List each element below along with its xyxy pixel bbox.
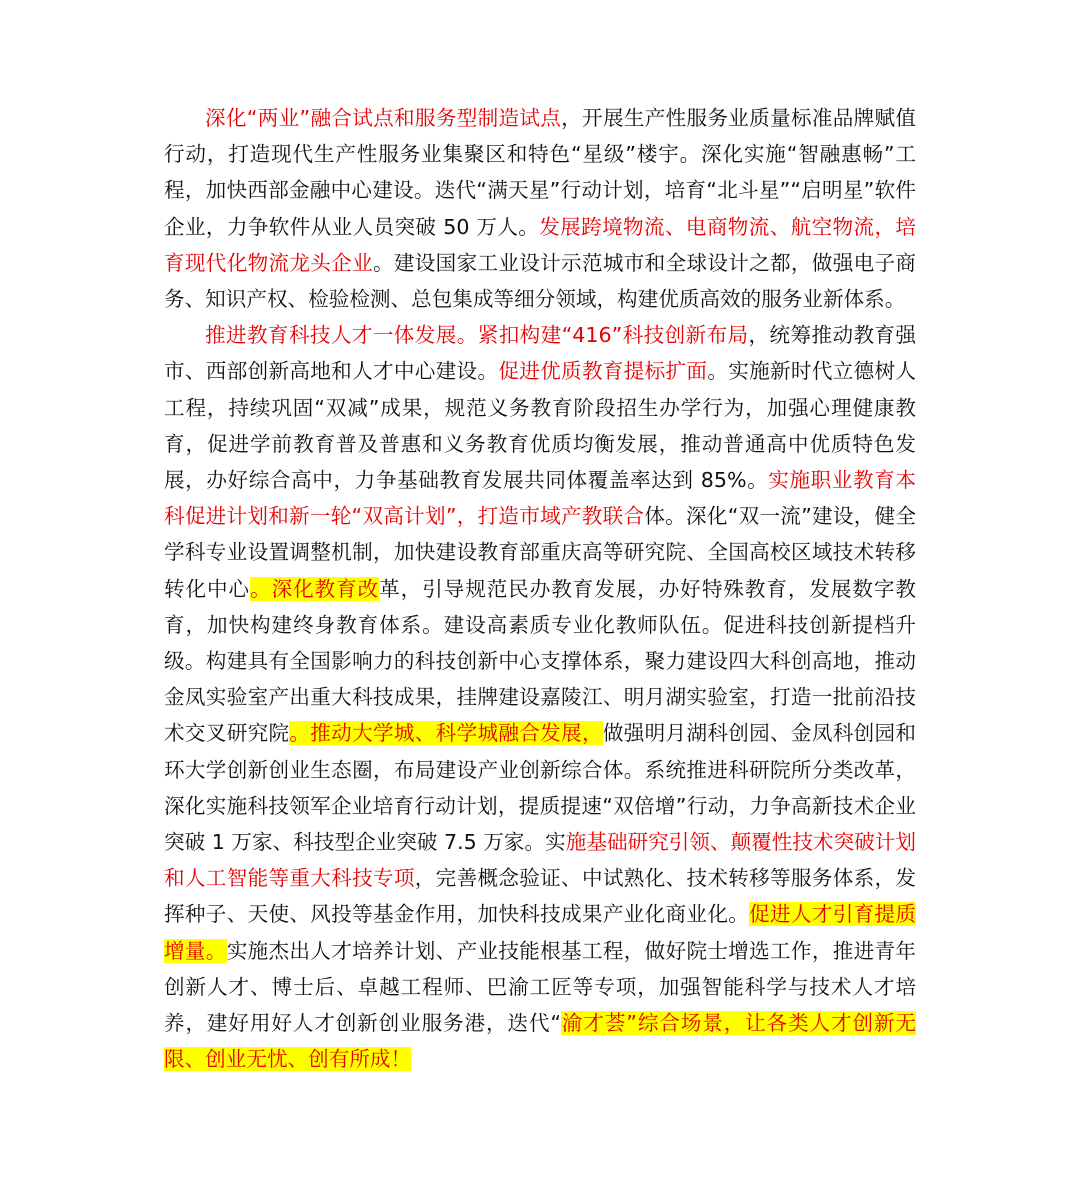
highlighted-text: 。推动大学城、科学城融合发展， bbox=[289, 721, 603, 746]
body-text: ，统筹推动教育强市、西部创新高地和人才中心建设。 bbox=[164, 323, 916, 384]
emphasis-text: 实施职业教育本科促进计划和新一轮“双高计划”，打造市域产教联合 bbox=[164, 468, 916, 529]
body-text: 实施杰出人才培养计划、产业技能根基工程，做好院士增选工作，推进青年创新人才、博士后、卓越工程师、巴渝工匠等专项，加强智能科学与技术人才培养，建好用好人才创新创业服务港，迭代“ bbox=[164, 938, 917, 1036]
emphasis-text: 深化“两业”融合试点和服务型制造试点 bbox=[205, 106, 562, 130]
body-text: 革，引导规范民办教育发展，办好特殊教育，发展数字教育，加快构建终身教育体系。建设高素质专业化教师队伍。促进科技创新提档升级。构建具有全国影响力的科技创新中心支撑体系，聚力建设四大科创高地，推动金凤实验室产出重大科技成果，挂牌建设嘉陵江、明月湖实验室，打造一批前沿技术交叉研究院 bbox=[164, 576, 917, 746]
emphasis-text: 促进优质教育提标扩面 bbox=[498, 359, 708, 384]
body-text: 。建设国家工业设计示范城市和全球设计之都，做强电子商务、知识产权、检验检测、总包集成等细分领域，构建优质高效的服务业新体系。 bbox=[164, 250, 917, 312]
paragraph-education-technology-talent bbox=[164, 317, 916, 1077]
body-text: ，开展生产性服务业质量标准品牌赋值行动，打造现代生产性服务业集聚区和特色“星级”楼宇。深化实施“智融惠畅”工程，加快西部金融中心建设。迭代“满天星”行动计划，培育“北斗星”“启明星”软件企业，力争软件从业人员突破 50 万人。 bbox=[164, 106, 916, 239]
body-text: 。实施新时代立德树人工程，持续巩固“双减”成果，规范义务教育阶段招生办学行为，加强心理健康教育，促进学前教育普及普惠和义务教育优质均衡发展，推动普通高中优质特色发展，办好综合高中，力争基础教育发展共同体覆盖率达到 85%。 bbox=[164, 359, 917, 493]
body-text: 做强明月湖科创园、金凤科创园和环大学创新创业生态圈，布局建设产业创新综合体。系统推进科研院所分类改革，深化实施科技领军企业培育行动计划，提质提速“双倍增”行动，力争高新技术企业突破 1 万家、科技型企业突破 7.5 万家。实 bbox=[164, 721, 917, 855]
emphasis-text: 施基础研究引领、颠覆性技术突破计划和人工智能等重大科技专项 bbox=[164, 830, 917, 891]
paragraph-service-industry bbox=[164, 100, 916, 317]
highlighted-text: 。深化教育改 bbox=[250, 576, 380, 601]
highlighted-text: 渝才荟”综合场景，让各类人才创新无限、创业无忧、创有所成！ bbox=[164, 1011, 916, 1072]
emphasis-text: 推进教育科技人才一体发展。紧扣构建“416”科技创新布局 bbox=[205, 323, 749, 348]
body-text: 体。深化“双一流”建设，健全学科专业设置调整机制，加快建设教育部重庆高等研究院、全国高校区域技术转移转化中心 bbox=[164, 504, 916, 601]
emphasis-text: 发展跨境物流、电商物流、航空物流，培育现代化物流龙头企业 bbox=[164, 214, 916, 275]
document-body bbox=[164, 100, 916, 1077]
highlighted-text: 促进人才引育提质增量。 bbox=[164, 902, 916, 963]
body-text: ，完善概念验证、中试熟化、技术转移等服务体系，发挥种子、天使、风投等基金作用，加快科技成果产业化商业化。 bbox=[164, 866, 917, 927]
